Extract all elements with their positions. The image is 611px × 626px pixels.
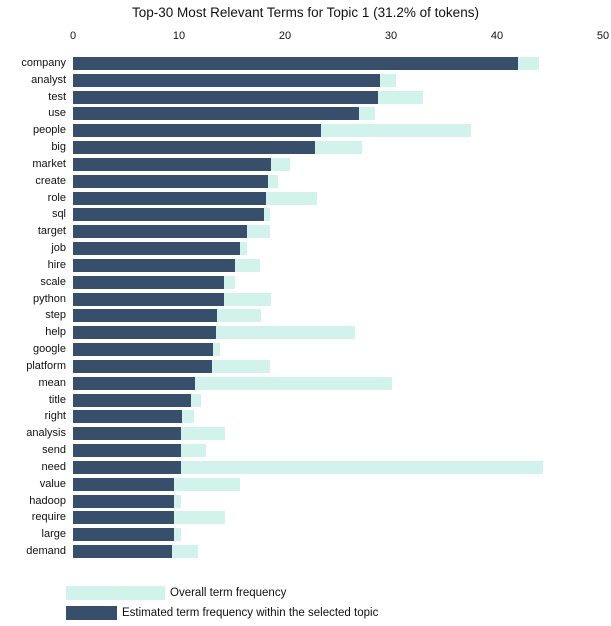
topic-frequency-bar[interactable]	[73, 528, 174, 541]
topic-frequency-bar[interactable]	[73, 495, 174, 508]
term-label-big[interactable]: big	[51, 141, 66, 154]
term-row	[0, 276, 611, 289]
term-label-market[interactable]: market	[32, 157, 66, 170]
term-label-value[interactable]: value	[39, 477, 66, 490]
topic-frequency-bar[interactable]	[73, 478, 174, 491]
topic-frequency-bar[interactable]	[73, 74, 380, 87]
x-tick-label: 40	[490, 30, 504, 42]
term-row	[0, 511, 611, 524]
term-row	[0, 410, 611, 423]
x-tick-label: 30	[384, 30, 398, 42]
term-row	[0, 259, 611, 272]
topic-frequency-bar[interactable]	[73, 242, 240, 255]
term-label-step[interactable]: step	[45, 309, 66, 322]
term-label-help[interactable]: help	[45, 326, 66, 339]
term-label-sql[interactable]: sql	[51, 208, 66, 221]
term-label-platform[interactable]: platform	[26, 359, 66, 372]
term-row	[0, 293, 611, 306]
topic-frequency-bar[interactable]	[73, 377, 195, 390]
term-row	[0, 360, 611, 373]
term-row	[0, 326, 611, 339]
term-label-company[interactable]: company	[21, 57, 66, 69]
chart-title: Top-30 Most Relevant Terms for Topic 1 (31.2% of tokens)	[132, 5, 479, 20]
x-tick-label: 20	[278, 30, 292, 42]
topic-frequency-bar[interactable]	[73, 394, 191, 407]
topic-frequency-bar[interactable]	[73, 511, 174, 524]
topic-frequency-bar[interactable]	[73, 545, 172, 558]
legend-overall-label: Overall term frequency	[170, 587, 287, 599]
topic-frequency-bar[interactable]	[73, 225, 247, 238]
legend-topic-swatch	[66, 606, 117, 620]
term-row	[0, 343, 611, 356]
topic-frequency-bar[interactable]	[73, 444, 181, 457]
term-row	[0, 225, 611, 238]
term-row	[0, 175, 611, 188]
topic-frequency-bar[interactable]	[73, 192, 266, 205]
term-label-target[interactable]: target	[37, 225, 66, 238]
term-row	[0, 528, 611, 541]
term-label-analysis[interactable]: analysis	[26, 427, 66, 440]
term-label-python[interactable]: python	[32, 292, 66, 305]
topic-frequency-bar[interactable]	[73, 309, 217, 322]
term-label-test[interactable]: test	[48, 90, 66, 103]
topic-frequency-bar[interactable]	[73, 461, 181, 474]
topic-frequency-bar[interactable]	[73, 343, 213, 356]
term-row	[0, 57, 611, 70]
topic-frequency-bar[interactable]	[73, 276, 224, 289]
topic-frequency-bar[interactable]	[73, 141, 315, 154]
term-row	[0, 461, 611, 474]
term-row	[0, 545, 611, 558]
term-row	[0, 107, 611, 120]
topic-frequency-bar[interactable]	[73, 410, 182, 423]
term-label-role[interactable]: role	[47, 191, 66, 204]
term-row	[0, 91, 611, 104]
topic-frequency-bar[interactable]	[73, 158, 271, 171]
term-row	[0, 495, 611, 508]
x-tick-label: 50	[596, 30, 610, 42]
term-label-google[interactable]: google	[32, 343, 66, 356]
term-row	[0, 394, 611, 407]
term-row	[0, 478, 611, 491]
term-label-use[interactable]: use	[48, 107, 66, 120]
term-row	[0, 158, 611, 171]
topic-frequency-bar[interactable]	[73, 427, 181, 440]
term-row	[0, 141, 611, 154]
term-label-right[interactable]: right	[44, 410, 66, 423]
topic-frequency-bar[interactable]	[73, 326, 216, 339]
topic-frequency-bar[interactable]	[73, 293, 224, 306]
topic-frequency-bar[interactable]	[73, 259, 235, 272]
term-row	[0, 208, 611, 221]
topic-frequency-bar[interactable]	[73, 360, 212, 373]
legend-overall-swatch	[66, 586, 165, 600]
term-label-large[interactable]: large	[41, 528, 66, 541]
term-row	[0, 124, 611, 137]
term-label-need[interactable]: need	[41, 460, 66, 473]
legend-topic-label: Estimated term frequency within the selected topic	[122, 607, 379, 619]
term-row	[0, 427, 611, 440]
topic-frequency-bar[interactable]	[73, 107, 359, 120]
term-row	[0, 377, 611, 390]
term-label-hadoop[interactable]: hadoop	[29, 494, 66, 507]
term-label-people[interactable]: people	[32, 124, 66, 137]
term-label-title[interactable]: title	[48, 393, 66, 406]
topic-frequency-bar[interactable]	[73, 124, 321, 137]
term-label-require[interactable]: require	[31, 511, 66, 524]
term-row	[0, 74, 611, 87]
term-label-scale[interactable]: scale	[40, 275, 66, 288]
term-label-analyst[interactable]: analyst	[31, 73, 66, 86]
term-label-create[interactable]: create	[35, 174, 66, 187]
term-row	[0, 242, 611, 255]
topic-frequency-bar[interactable]	[73, 208, 264, 221]
term-row	[0, 444, 611, 457]
term-row	[0, 192, 611, 205]
term-row	[0, 309, 611, 322]
term-label-job[interactable]: job	[51, 242, 66, 255]
topic-frequency-bar[interactable]	[73, 91, 378, 104]
term-label-mean[interactable]: mean	[38, 376, 66, 389]
term-label-demand[interactable]: demand	[26, 545, 66, 558]
term-label-send[interactable]: send	[42, 444, 66, 457]
term-label-hire[interactable]: hire	[47, 258, 66, 271]
topic-frequency-bar[interactable]	[73, 57, 518, 70]
x-tick-label: 0	[69, 30, 77, 42]
topic-frequency-bar[interactable]	[73, 175, 268, 188]
x-tick-label: 10	[172, 30, 186, 42]
